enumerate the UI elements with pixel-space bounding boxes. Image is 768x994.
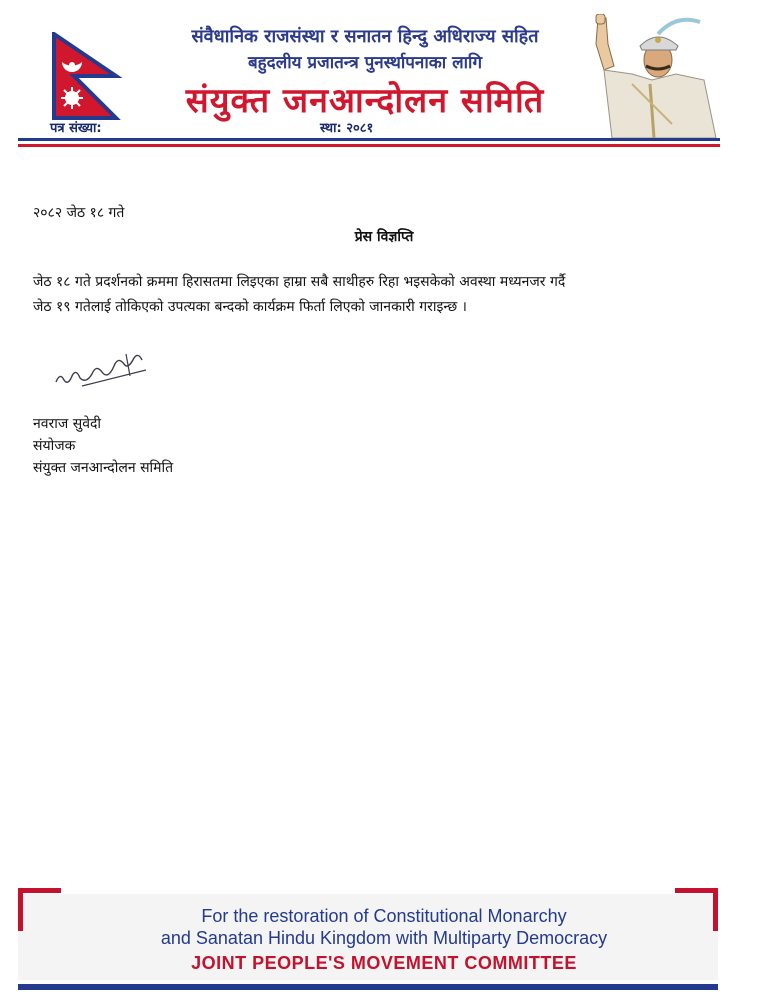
- signer-role: संयोजक: [33, 438, 76, 454]
- header-rule-blue: [18, 138, 720, 141]
- reference-number-label: पत्र संख्या:: [50, 121, 102, 136]
- footer-committee-name: JOINT PEOPLE'S MOVEMENT COMMITTEE: [191, 953, 577, 973]
- letter-date: २०८२ जेठ १८ गते: [33, 205, 125, 221]
- letter-body-line2: जेठ १९ गतेलाई तोकिएको उपत्यका बन्दको कार्यक्रम फिर्ता लिएको जानकारी गराइन्छ ।: [33, 299, 467, 315]
- nepal-flag-icon: [52, 32, 124, 120]
- header-rule-red: [18, 144, 720, 147]
- header-tagline-line1: संवैधानिक राजसंस्था र सनातन हिन्दु अधिराज्य सहित: [191, 26, 539, 47]
- king-portrait-icon: [592, 14, 718, 138]
- handwritten-signature: [52, 346, 152, 392]
- signer-block: [33, 413, 173, 479]
- signer-organization: संयुक्त जनआन्दोलन समिति: [33, 460, 174, 476]
- footer-rule: [18, 984, 718, 990]
- footer-line1: For the restoration of Constitutional Monarchy: [201, 906, 567, 926]
- footer-line2: and Sanatan Hindu Kingdom with Multiparty Democracy: [160, 928, 608, 948]
- header-tagline-line2: बहुदलीय प्रजातन्त्र पुनर्स्थापनाका लागि: [247, 53, 483, 73]
- organization-title: संयुक्त जनआन्दोलन समिति: [185, 81, 545, 121]
- letter-body-line1: जेठ १८ गते प्रदर्शनको क्रममा हिरासतमा लिइएका हाम्रा सबै साथीहरु रिहा भइसकेको अवस्था मध्यनजर गर्दै: [33, 274, 566, 290]
- press-release-title: प्रेस विज्ञप्ति: [354, 229, 414, 245]
- signer-name: नवराज सुवेदी: [33, 416, 102, 432]
- letter-body: [33, 270, 733, 320]
- established-label: स्था: २०८१: [320, 121, 374, 136]
